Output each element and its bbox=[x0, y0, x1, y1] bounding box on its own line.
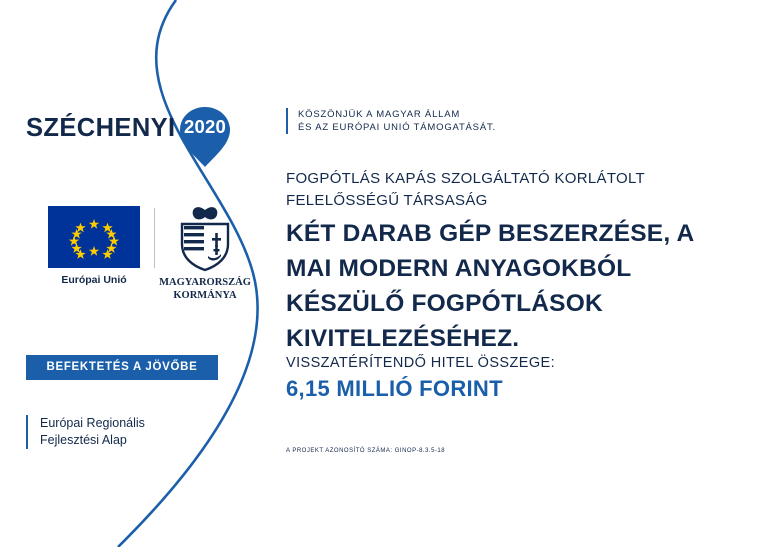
emblem-divider bbox=[154, 208, 155, 268]
headline-line-4: KIVITELEZÉSÉHEZ. bbox=[286, 325, 520, 352]
thanks-line-1: KÖSZÖNJÜK A MAGYAR ÁLLAM bbox=[298, 109, 461, 120]
project-identifier: A PROJEKT AZONOSÍTÓ SZÁMA: GINOP-8.3.5-18 bbox=[286, 448, 446, 454]
emblem-row bbox=[26, 206, 251, 316]
hungary-label-line2: KORMÁNYA bbox=[173, 290, 237, 301]
left-column bbox=[26, 0, 256, 547]
company-name bbox=[286, 168, 686, 212]
hungary-label bbox=[144, 276, 266, 302]
loan-amount-label: VISSZATÉRÍTENDŐ HITEL ÖSSZEGE: bbox=[286, 355, 556, 371]
loan-amount-value: 6,15 MILLIÓ FORINT bbox=[286, 376, 503, 401]
eu-label: Európai Unió bbox=[61, 274, 127, 286]
investment-ribbon-label: BEFEKTETÉS A JÖVŐBE bbox=[46, 361, 198, 373]
thanks-block bbox=[286, 108, 496, 134]
szechenyi-wordmark: SZÉCHENYI bbox=[26, 114, 176, 142]
thanks-line-2: ÉS AZ EURÓPAI UNIÓ TÁMOGATÁSÁT. bbox=[298, 122, 496, 133]
headline-line-3: KÉSZÜLŐ FOGPÓTLÁSOK bbox=[286, 290, 603, 317]
headline-line-2: MAI MODERN ANYAGOKBÓL bbox=[286, 255, 632, 282]
company-line-1: FOGPÓTLÁS KAPÁS SZOLGÁLTATÓ KORLÁTOLT bbox=[286, 170, 645, 187]
hungary-label-line1: MAGYARORSZÁG bbox=[159, 277, 251, 288]
szechenyi-year: 2020 bbox=[184, 116, 226, 137]
fund-line-2: Fejlesztési Alap bbox=[40, 433, 127, 447]
headline-line-1: KÉT DARAB GÉP BESZERZÉSE, A bbox=[286, 220, 695, 247]
szechenyi-2020-logo bbox=[26, 104, 236, 168]
eu-flag-icon bbox=[48, 206, 140, 268]
fund-line-1: Európai Regionális bbox=[40, 416, 145, 430]
investment-ribbon bbox=[26, 355, 218, 380]
company-line-2: FELELŐSSÉGŰ TÁRSASÁG bbox=[286, 192, 488, 209]
project-headline bbox=[286, 216, 746, 356]
fund-name bbox=[26, 415, 226, 449]
hungary-coat-of-arms-icon bbox=[174, 204, 236, 272]
